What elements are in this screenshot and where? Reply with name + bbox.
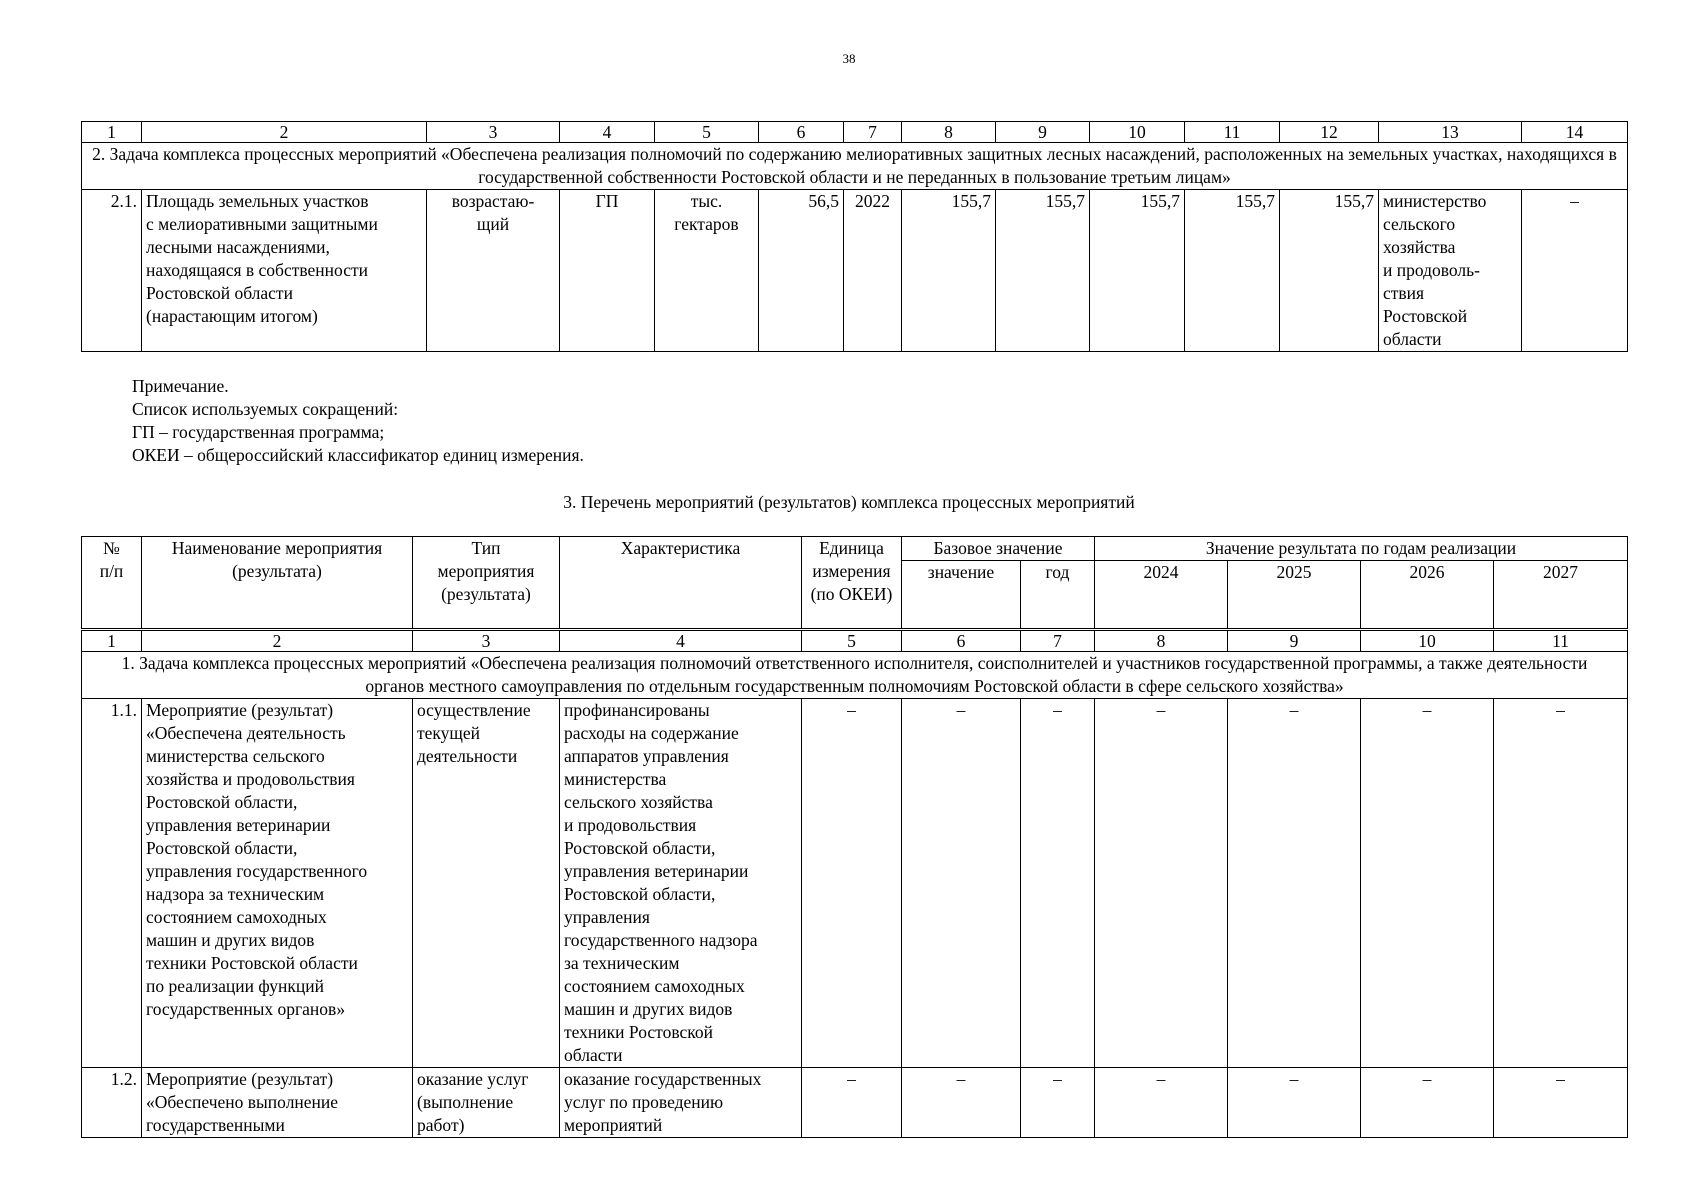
note-abbrev-title: Список используемых сокращений: [132,399,399,419]
col-number: 4 [560,122,655,143]
section-title: 3. Перечень мероприятий (результатов) комплекса процессных мероприятий [563,492,1135,512]
measure-characteristic: оказание государственных услуг по проведению мероприятий [560,1068,802,1138]
indicators-table [81,121,1628,352]
col-number: 2 [142,630,413,652]
table-row [82,699,1628,1068]
column-number-row [82,630,1628,652]
page-number: 38 [842,51,856,66]
measure-type: осуществление текущей деятельности [413,699,560,1068]
header-year-2027: 2027 [1494,561,1628,630]
col-number: 4 [560,630,802,652]
header-type: Тип мероприятия (результата) [413,537,560,630]
col-number: 11 [1494,630,1628,652]
indicator-type: ГП [560,190,655,352]
header-year-2024: 2024 [1095,561,1228,630]
col-number: 10 [1361,630,1494,652]
header-unit: Единица измерения (по ОКЕИ) [802,537,902,630]
measures-table [81,536,1628,1138]
value-2026: – [1361,699,1494,1068]
header-name: Наименование мероприятия (результата) [142,537,413,630]
col-number: 6 [759,122,844,143]
table-row [82,190,1628,352]
col-number: 9 [996,122,1090,143]
col-number: 6 [902,630,1021,652]
value-col-9: 155,7 [996,190,1090,352]
col-number: 13 [1379,122,1522,143]
responsible: министерство сельского хозяйства и продоволь- ствия Ростовской области [1379,190,1522,352]
notes-block [132,375,584,467]
col-number: 8 [902,122,996,143]
value-2027: – [1494,1068,1628,1138]
header-base-value: значение [902,561,1021,630]
measure-characteristic: профинансированы расходы на содержание аппаратов управления министерства сельского хозяйства и продовольствия Ростовской области, управления ветеринарии Ростовской области, управления государственного надзора за техническим состоянием самоходных машин и других видов техники Ростовской области [560,699,802,1068]
note-abbrev-okei: ОКЕИ – общероссийский классификатор единиц измерения. [132,445,584,465]
header-year-2025: 2025 [1228,561,1361,630]
measure-type: оказание услуг (выполнение работ) [413,1068,560,1138]
value-2025: – [1228,1068,1361,1138]
base-year: – [1021,699,1095,1068]
column-number-row [82,122,1628,143]
col-number: 9 [1228,630,1361,652]
indicator-direction: возрастаю- щий [427,190,560,352]
col-number: 7 [1021,630,1095,652]
col-number: 1 [82,630,142,652]
col-number: 7 [844,122,902,143]
note-abbrev-gp: ГП – государственная программа; [132,422,385,442]
value-2024: – [1095,1068,1228,1138]
indicator-unit: тыс. гектаров [655,190,759,352]
value-col-10: 155,7 [1090,190,1185,352]
unit-value: – [802,1068,902,1138]
base-value: – [902,1068,1021,1138]
base-year: – [1021,1068,1095,1138]
header-years-group: Значение результата по годам реализации [1095,537,1628,561]
base-year: 2022 [844,190,902,352]
col-number: 11 [1185,122,1280,143]
base-value: 56,5 [759,190,844,352]
col-14-value: – [1522,190,1628,352]
base-value: – [902,699,1021,1068]
col-number: 10 [1090,122,1185,143]
value-col-8: 155,7 [902,190,996,352]
col-number: 2 [142,122,427,143]
value-2025: – [1228,699,1361,1068]
indicator-name: Площадь земельных участков с мелиоративными защитными лесными насаждениями, находящаяся в собственности Ростовской области (нарастающим итогом) [142,190,427,352]
unit-value: – [802,699,902,1068]
value-2026: – [1361,1068,1494,1138]
measure-name: Мероприятие (результат) «Обеспечена деятельность министерства сельского хозяйства и продовольствия Ростовской области, управления ветеринарии Ростовской области, управления государственного надзора за техническим состоянием самоходных машин и других видов техники Ростовской области по реализации функций государственных органов» [142,699,413,1068]
header-num: № п/п [82,537,142,630]
col-number: 3 [427,122,560,143]
row-number: 1.1. [82,699,142,1068]
col-number: 14 [1522,122,1628,143]
task-title: 1. Задача комплекса процессных мероприятий «Обеспечена реализация полномочий ответственного исполнителя, соисполнителей и участников государственной программы, а также деятельности органов местного самоуправления по отдельным государственным полномочиям Ростовской области в сфере сельского хозяйства» [82,652,1628,699]
col-number: 5 [655,122,759,143]
value-2024: – [1095,699,1228,1068]
value-col-12: 155,7 [1280,190,1379,352]
note-title: Примечание. [132,376,229,396]
header-base-year: год [1021,561,1095,630]
col-number: 1 [82,122,142,143]
col-number: 8 [1095,630,1228,652]
row-number: 2.1. [82,190,142,352]
value-2027: – [1494,699,1628,1068]
table-row [82,1068,1628,1138]
col-number: 3 [413,630,560,652]
value-col-11: 155,7 [1185,190,1280,352]
header-year-2026: 2026 [1361,561,1494,630]
col-number: 12 [1280,122,1379,143]
task-title: 2. Задача комплекса процессных мероприятий «Обеспечена реализация полномочий по содержанию мелиоративных защитных лесных насаждений, расположенных на земельных участках, находящихся в государственной собственности Ростовской области и не переданных в пользование третьим лицам» [82,143,1628,190]
col-number: 5 [802,630,902,652]
header-characteristic: Характеристика [560,537,802,630]
measure-name: Мероприятие (результат) «Обеспечено выполнение государственными [142,1068,413,1138]
header-base: Базовое значение [902,537,1095,561]
row-number: 1.2. [82,1068,142,1138]
